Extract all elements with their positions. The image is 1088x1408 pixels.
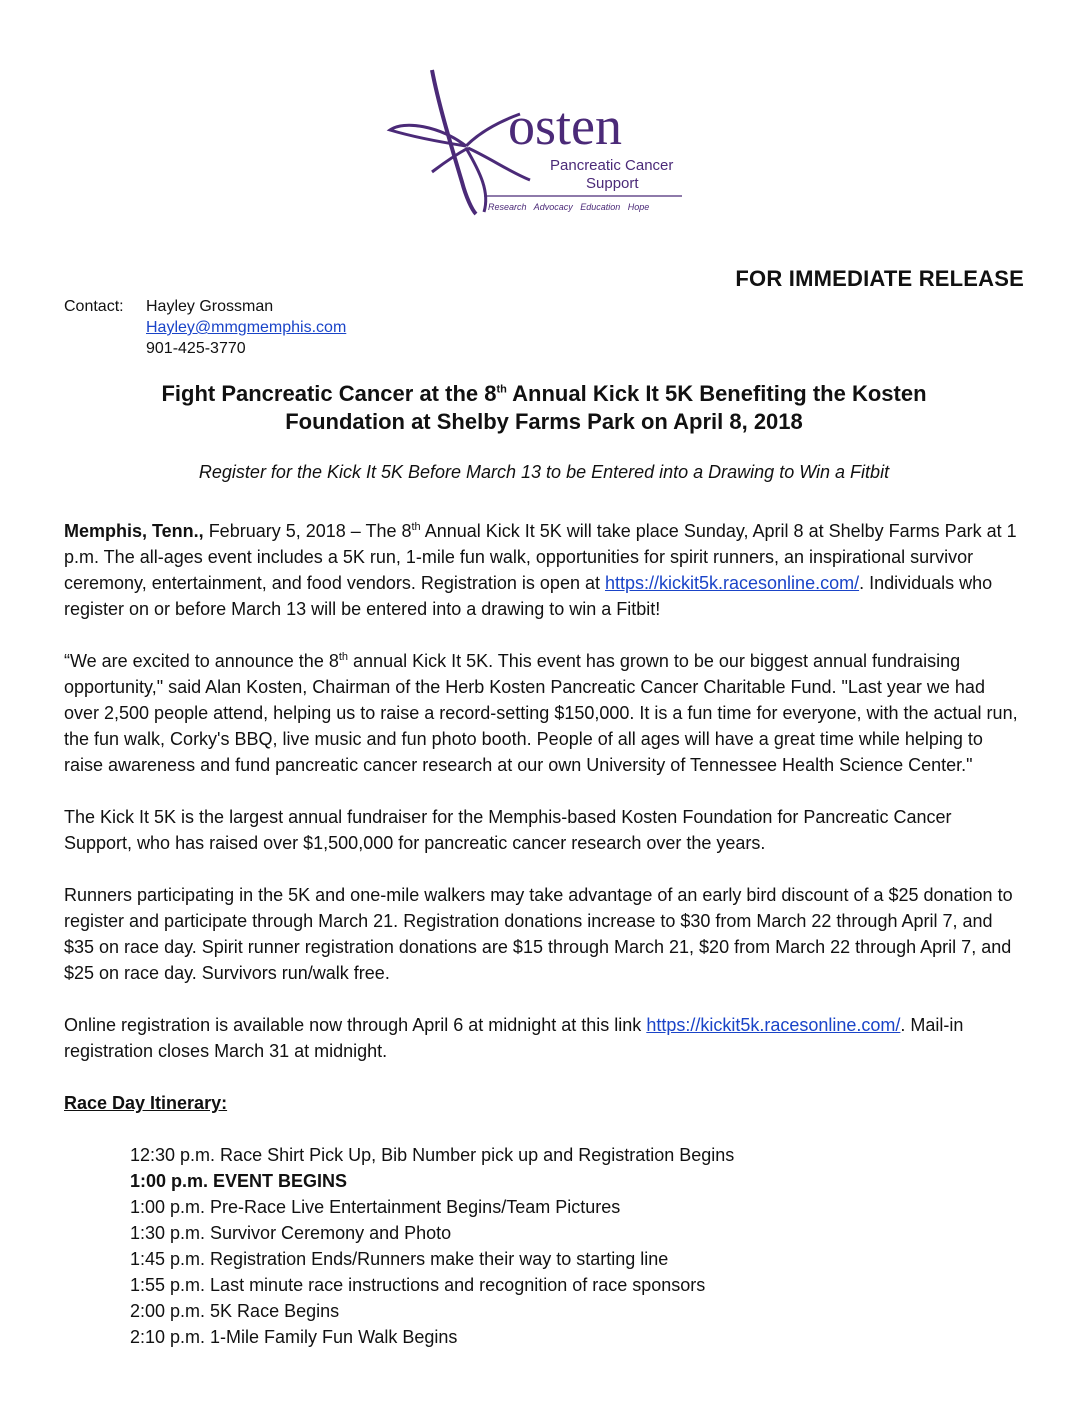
contact-phone: 901-425-3770 (146, 340, 246, 357)
paragraph-3: The Kick It 5K is the largest annual fundraiser for the Memphis-based Kosten Foundation for Pancreatic Cancer Support, who has raised over $1,500,000 for pancreatic cancer research over the years. (64, 807, 952, 853)
headline-part1: Fight Pancreatic Cancer at the 8 (161, 381, 497, 406)
subheadline: Register for the Kick It 5K Before March 13 to be Entered into a Drawing to Win a Fitbit (198, 462, 890, 482)
contact-email-link[interactable]: Hayley@mmgmemphis.com (146, 319, 347, 336)
itinerary-item: 1:45 p.m. Registration Ends/Runners make their way to starting line (130, 1249, 669, 1269)
para2-sup: th (338, 651, 349, 663)
headline-part2: Annual Kick It 5K Benefiting the Kosten (506, 381, 927, 406)
contact-name: Hayley Grossman (146, 298, 274, 315)
itinerary-heading: Race Day Itinerary: (64, 1093, 228, 1113)
para2-text1: “We are excited to announce the 8 (64, 651, 339, 671)
ribbon-k-icon (380, 62, 710, 224)
itinerary-item: 1:00 p.m. EVENT BEGINS (130, 1171, 348, 1191)
headline (64, 380, 1024, 436)
para1-text2: Annual Kick It 5K will take place Sunday, April 8 at Shelby Farms Park at 1 p.m. The all-ages event includes a 5K run, 1-mile fun walk, opportunities for spirit runners, an inspirational survivor ceremony, entertainment, and food vendors. Registration is open at (64, 521, 1017, 593)
headline-sup: th (496, 383, 507, 396)
headline-line2: Foundation at Shelby Farms Park on April 8, 2018 (285, 409, 803, 434)
online-registration-link[interactable]: https://kickit5k.racesonline.com/ (646, 1015, 901, 1035)
registration-link[interactable]: https://kickit5k.racesonline.com/ (604, 573, 860, 593)
paragraph-4: Runners participating in the 5K and one-mile walkers may take advantage of an early bird discount of a $25 donation to register and participate through March 21. Registration donations increase to $30 from March 22 through April 7, and $35 on race day. Spirit runner registration donations are $15 through March 21, $20 from March 22 through April 7, and $25 on race day. Survivors run/walk free. (64, 885, 1013, 983)
release-label: FOR IMMEDIATE RELEASE (735, 266, 1024, 291)
contact-label: Contact: (64, 298, 124, 315)
itinerary-item: 1:55 p.m. Last minute race instructions and recognition of race sponsors (130, 1275, 706, 1295)
kosten-logo (380, 62, 710, 224)
para5-text1: Online registration is available now through April 6 at midnight at this link (64, 1015, 647, 1035)
article-body (64, 518, 1024, 1350)
logo-name: osten (508, 96, 622, 156)
para1-sup: th (411, 521, 421, 533)
para1-text1: February 5, 2018 – The 8 (203, 521, 412, 541)
itinerary-item: 2:10 p.m. 1-Mile Family Fun Walk Begins (130, 1327, 458, 1347)
itinerary-list (64, 1142, 1024, 1350)
paragraph-5 (64, 1012, 1024, 1064)
itinerary-item: 1:00 p.m. Pre-Race Live Entertainment Begins/Team Pictures (130, 1197, 621, 1217)
logo-line2: Support (586, 175, 639, 192)
dateline: Memphis, Tenn., (64, 521, 204, 541)
para1-text3: . Individuals who register on or before March 13 will be entered into a drawing to win a Fitbit! (64, 573, 993, 619)
para5-text2: . Mail-in registration closes March 31 at midnight. (64, 1015, 964, 1061)
contact-block (64, 296, 346, 359)
itinerary-item: 2:00 p.m. 5K Race Begins (130, 1301, 340, 1321)
logo-tagline: Research Advocacy Education Hope (488, 202, 650, 212)
itinerary-item: 12:30 p.m. Race Shirt Pick Up, Bib Number pick up and Registration Begins (130, 1145, 735, 1165)
logo-line1: Pancreatic Cancer (550, 157, 674, 174)
para2-text2: annual Kick It 5K. This event has grown to be our biggest annual fundraising opportunity," said Alan Kosten, Chairman of the Herb Kosten Pancreatic Cancer Charitable Fund. "Last year we had over 2,500 people attend, helping us to raise a record-setting $150,000. It is a fun time for everyone, with the actual run, the fun walk, Corky's BBQ, live music and fun photo booth. People of all ages will have a great time while helping to raise awareness and fund pancreatic cancer research at our own University of Tennessee Health Science Center." (64, 651, 1018, 775)
paragraph-2 (64, 648, 1024, 778)
paragraph-1 (64, 518, 1024, 622)
itinerary-item: 1:30 p.m. Survivor Ceremony and Photo (130, 1223, 452, 1243)
